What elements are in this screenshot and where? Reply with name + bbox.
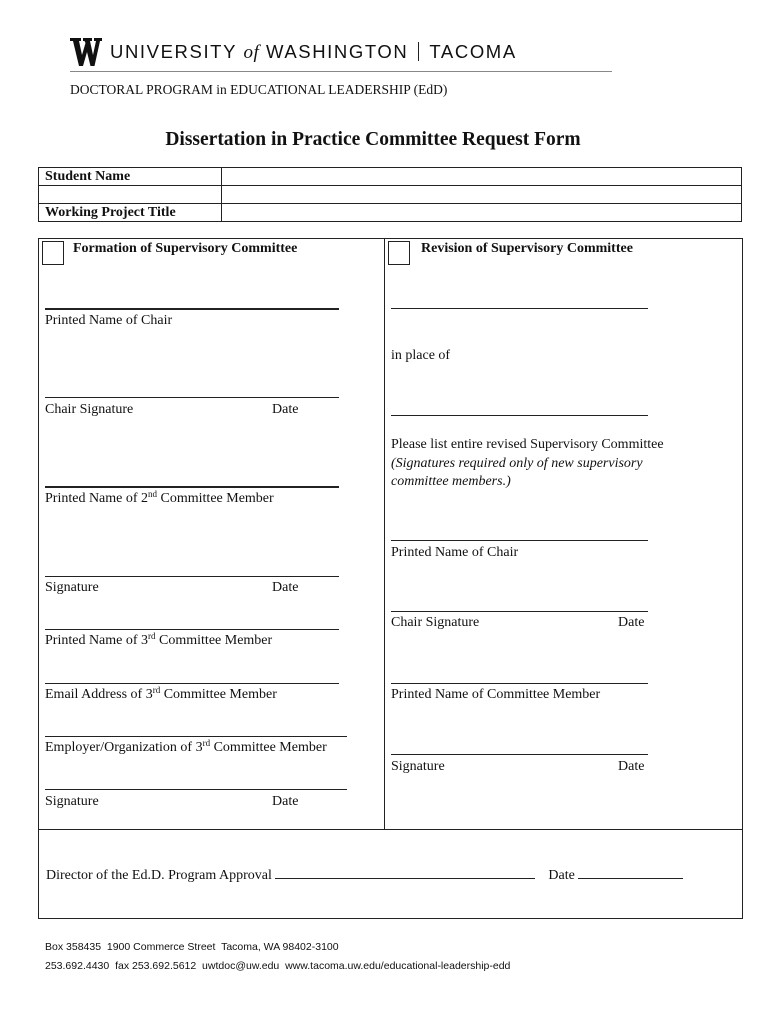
wordmark-washington: WASHINGTON bbox=[259, 41, 409, 62]
printed-name-2nd-label bbox=[45, 491, 274, 507]
wordmark-tacoma: TACOMA bbox=[429, 41, 517, 62]
label-text: Committee Member bbox=[210, 740, 327, 755]
approval-date-label: Date bbox=[548, 868, 575, 883]
revised-chair-signature-line[interactable] bbox=[391, 611, 648, 612]
revised-chair-date-label: Date bbox=[618, 615, 645, 630]
header-rule bbox=[70, 71, 612, 72]
revised-member-signature-label: Signature bbox=[391, 759, 445, 774]
wordmark-of: of bbox=[243, 42, 260, 63]
program-name: DOCTORAL PROGRAM in EDUCATIONAL LEADERSHIP (EdD) bbox=[70, 82, 448, 97]
label-text: Employer/Organization of 3 bbox=[45, 740, 203, 755]
revised-committee-instruction: Please list entire revised Supervisory Committee bbox=[391, 437, 664, 452]
working-project-title-label: Working Project Title bbox=[39, 204, 222, 222]
revised-member-name-line[interactable] bbox=[391, 683, 648, 684]
chair-name-line[interactable] bbox=[45, 308, 339, 310]
revision-heading: Revision of Supervisory Committee bbox=[421, 241, 633, 256]
revised-member-date-label: Date bbox=[618, 759, 645, 774]
email-3rd-label bbox=[45, 687, 277, 703]
formation-heading: Formation of Supervisory Committee bbox=[73, 241, 298, 256]
revised-chair-signature-label: Chair Signature bbox=[391, 615, 480, 630]
column-divider bbox=[384, 238, 385, 829]
director-approval-row bbox=[46, 866, 683, 884]
printed-name-chair-label: Printed Name of Chair bbox=[45, 313, 173, 328]
director-approval-label: Director of the Ed.D. Program Approval bbox=[46, 868, 272, 883]
third-member-employer-line[interactable] bbox=[45, 736, 347, 737]
wordmark-university: UNIVERSITY bbox=[110, 41, 244, 62]
printed-name-3rd-label bbox=[45, 633, 272, 649]
director-approval-signature-line[interactable] bbox=[275, 866, 535, 879]
third-member-name-line[interactable] bbox=[45, 629, 339, 630]
approval-date-line[interactable] bbox=[578, 866, 683, 879]
replaced-member-name-line[interactable] bbox=[391, 415, 648, 416]
university-wordmark bbox=[110, 41, 517, 64]
third-member-signature-label: Signature bbox=[45, 794, 99, 809]
second-member-name-line[interactable] bbox=[45, 486, 339, 488]
revised-printed-name-member-label: Printed Name of Committee Member bbox=[391, 687, 601, 702]
label-text: Committee Member bbox=[160, 687, 277, 702]
blank-label-cell bbox=[39, 186, 222, 204]
revised-printed-name-chair-label: Printed Name of Chair bbox=[391, 545, 519, 560]
label-text: Committee Member bbox=[157, 491, 274, 506]
ordinal-suffix: nd bbox=[148, 489, 158, 499]
new-member-name-line[interactable] bbox=[391, 308, 648, 309]
label-text: Printed Name of 3 bbox=[45, 633, 149, 648]
in-place-of-label: in place of bbox=[391, 348, 451, 363]
chair-date-label: Date bbox=[272, 402, 299, 417]
footer-address: Box 358435 1900 Commerce Street Tacoma, WA 98402-3100 bbox=[45, 941, 339, 953]
label-text: Printed Name of 2 bbox=[45, 491, 149, 506]
revision-checkbox[interactable] bbox=[388, 241, 410, 265]
table-row bbox=[39, 204, 742, 222]
third-member-date-label: Date bbox=[272, 794, 299, 809]
third-member-email-line[interactable] bbox=[45, 683, 339, 684]
student-info-table bbox=[38, 167, 742, 222]
ordinal-suffix: rd bbox=[148, 631, 156, 641]
ordinal-suffix: rd bbox=[152, 685, 161, 695]
student-name-label: Student Name bbox=[39, 168, 222, 186]
table-row bbox=[39, 186, 742, 204]
footer-contact: 253.692.4430 fax 253.692.5612 uwtdoc@uw.edu www.tacoma.uw.edu/educational-leadership-edd bbox=[45, 960, 511, 972]
table-row bbox=[39, 168, 742, 186]
student-name-field[interactable] bbox=[222, 168, 742, 186]
chair-signature-label: Chair Signature bbox=[45, 402, 134, 417]
revised-chair-name-line[interactable] bbox=[391, 540, 648, 541]
second-member-signature-line[interactable] bbox=[45, 576, 339, 577]
ordinal-suffix: rd bbox=[202, 738, 211, 748]
signature-note: (Signatures required only of new supervisory committee members.) bbox=[391, 456, 643, 489]
second-member-signature-label: Signature bbox=[45, 580, 99, 595]
third-member-signature-line[interactable] bbox=[45, 789, 347, 790]
employer-3rd-label bbox=[45, 740, 327, 756]
second-member-date-label: Date bbox=[272, 580, 299, 595]
uw-logo-icon bbox=[70, 38, 102, 66]
label-text: Email Address of 3 bbox=[45, 687, 153, 702]
revised-member-signature-line[interactable] bbox=[391, 754, 648, 755]
form-title: Dissertation in Practice Committee Request Form bbox=[165, 129, 581, 150]
label-text: Committee Member bbox=[155, 633, 273, 648]
blank-field[interactable] bbox=[222, 186, 742, 204]
formation-checkbox[interactable] bbox=[42, 241, 64, 265]
wordmark-divider bbox=[418, 42, 419, 61]
working-project-title-field[interactable] bbox=[222, 204, 742, 222]
chair-signature-line[interactable] bbox=[45, 397, 339, 398]
